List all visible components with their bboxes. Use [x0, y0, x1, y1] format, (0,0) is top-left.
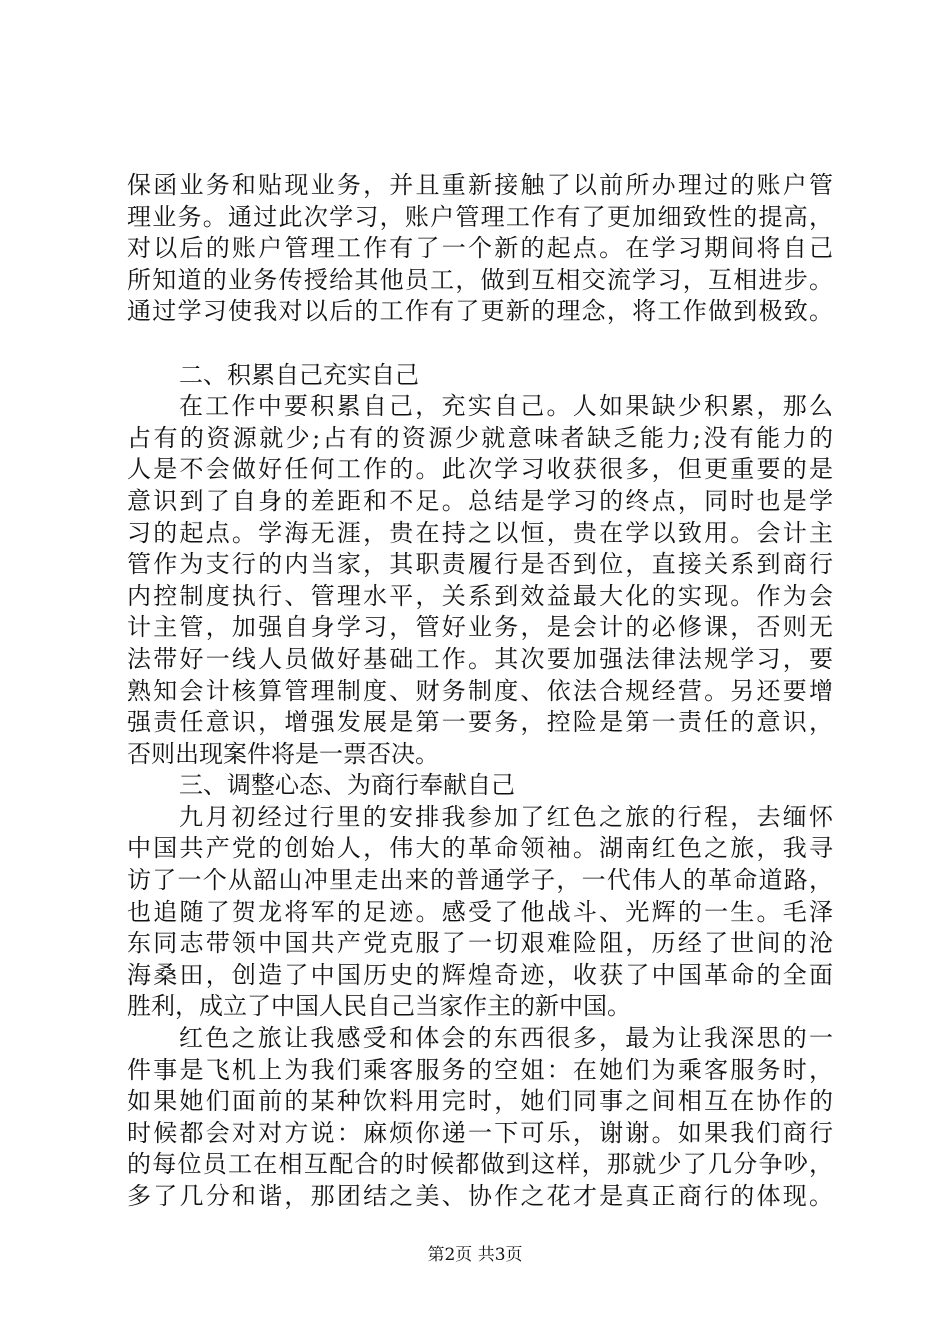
paragraph-line: 多了几分和谐，那团结之美、协作之花才是真正商行的体现。	[127, 1182, 833, 1210]
paragraph-line: 通过学习使我对以后的工作有了更新的理念，将工作做到极致。	[127, 297, 833, 326]
paragraph-line: 内控制度执行、管理水平，关系到效益最大化的实现。作为会	[127, 581, 833, 610]
paragraph-line: 人是不会做好任何工作的。此次学习收获很多，但更重要的是	[127, 455, 833, 484]
paragraph-line: 占有的资源就少;占有的资源少就意味者缺乏能力;没有能力的	[127, 423, 833, 452]
paragraph-line: 时候都会对对方说：麻烦你递一下可乐，谢谢。如果我们商行	[127, 1118, 833, 1147]
document-body	[127, 170, 833, 1213]
section-heading-3: 三、调整心态、为商行奉献自己	[179, 771, 515, 800]
paragraph-2	[127, 391, 833, 770]
paragraph-line: 熟知会计核算管理制度、财务制度、依法合规经营。另还要增	[127, 676, 833, 705]
paragraph-line: 访了一个从韶山冲里走出来的普通学子，一代伟人的革命道路，	[127, 866, 833, 895]
paragraph-line: 对以后的账户管理工作有了一个新的起点。在学习期间将自己	[127, 234, 833, 263]
paragraph-line: 管作为支行的内当家，其职责履行是否到位，直接关系到商行	[127, 550, 833, 579]
paragraph-4	[127, 1023, 833, 1213]
blank-line	[127, 328, 833, 360]
paragraph-line: 法带好一线人员做好基础工作。其次要加强法律法规学习，要	[127, 644, 833, 673]
paragraph-line: 在工作中要积累自己，充实自己。人如果缺少积累，那么	[179, 392, 833, 421]
paragraph-line: 胜利，成立了中国人民自己当家作主的新中国。	[127, 992, 631, 1021]
paragraph-line: 件事是飞机上为我们乘客服务的空姐：在她们为乘客服务时，	[127, 1055, 833, 1084]
paragraph-line: 东同志带领中国共产党克服了一切艰难险阻，历经了世间的沧	[127, 929, 833, 958]
paragraph-line: 意识到了自身的差距和不足。总结是学习的终点，同时也是学	[127, 486, 833, 515]
paragraph-line: 的每位员工在相互配合的时候都做到这样，那就少了几分争吵，	[127, 1150, 833, 1179]
paragraph-1	[127, 170, 833, 328]
paragraph-line: 中国共产党的创始人，伟大的革命领袖。湖南红色之旅，我寻	[127, 834, 833, 863]
paragraph-line: 所知道的业务传授给其他员工，做到互相交流学习，互相进步。	[127, 265, 833, 294]
paragraph-line: 海桑田，创造了中国历史的辉煌奇迹，收获了中国革命的全面	[127, 960, 833, 989]
paragraph-line: 习的起点。学海无涯，贵在持之以恒，贵在学以致用。会计主	[127, 518, 833, 547]
page-number-footer: 第2页 共3页	[427, 1245, 523, 1265]
paragraph-line: 理业务。通过此次学习，账户管理工作有了更加细致性的提高，	[127, 202, 833, 231]
paragraph-3	[127, 802, 833, 1023]
paragraph-line: 计主管，加强自身学习，管好业务，是会计的必修课，否则无	[127, 613, 833, 642]
paragraph-line: 强责任意识，增强发展是第一要务，控险是第一责任的意识，	[127, 708, 833, 737]
paragraph-line: 保函业务和贴现业务，并且重新接触了以前所办理过的账户管	[127, 171, 833, 199]
paragraph-line: 红色之旅让我感受和体会的东西很多，最为让我深思的一	[179, 1024, 833, 1053]
paragraph-line: 否则出现案件将是一票否决。	[127, 739, 439, 768]
paragraph-line: 也追随了贺龙将军的足迹。感受了他战斗、光辉的一生。毛泽	[127, 897, 833, 926]
paragraph-line: 如果她们面前的某种饮料用完时，她们同事之间相互在协作的	[127, 1087, 833, 1116]
paragraph-line: 九月初经过行里的安排我参加了红色之旅的行程，去缅怀	[179, 802, 833, 831]
section-heading-2: 二、积累自己充实自己	[179, 360, 419, 389]
